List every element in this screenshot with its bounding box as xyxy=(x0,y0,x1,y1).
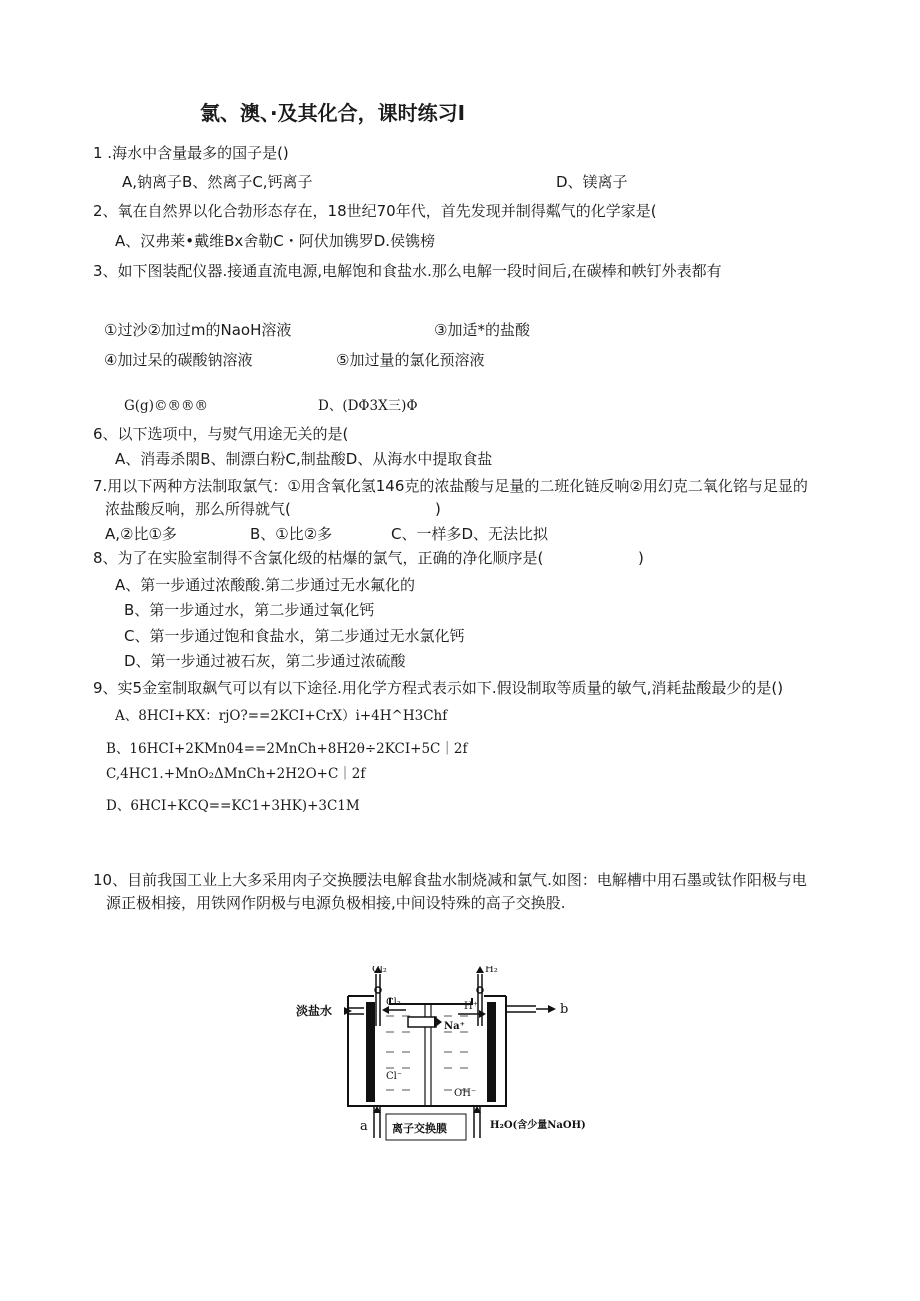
question-1-option-d: D、镁离子 xyxy=(556,173,628,191)
question-7-option-b: B、①比②多 xyxy=(250,525,333,543)
question-2-stem: 2、氧在自然界以化合勃形态存在，18世纪70年代，首先发现并制得粼气的化学家是( xyxy=(93,202,657,220)
question-1-stem: 1 .海水中含量最多的国子是() xyxy=(93,144,289,162)
question-1-options-abc: A,钠离子B、然离子C,钙离子 xyxy=(122,173,313,191)
question-2-options: A、汉弗莱•戴维Bx舍勒C・阿伏加镌罗D.侯镌榜 xyxy=(115,232,436,250)
h2o-label: H₂O(含少量NaOH) xyxy=(490,1120,586,1131)
question-4-item-3: ③加适*的盐酸 xyxy=(434,321,530,339)
anode-electrode xyxy=(366,1002,375,1102)
question-5-option-d: D、(DΦ3X三)Φ xyxy=(318,398,418,414)
cl-minus-label: Cl⁻ xyxy=(386,1071,403,1082)
question-9-option-d: D、6HCI+KCQ==KC1+3HK)+3C1M xyxy=(106,798,360,814)
membrane-label: 离子交换膜 xyxy=(392,1122,447,1135)
question-8-stem: 8、为了在实脸室制得不含氯化级的枯爆的氯气，正确的净化顺序是( xyxy=(93,549,544,567)
oh-minus-label: OH⁻ xyxy=(454,1088,477,1099)
question-7-stem-line-1: 7.用以下两种方法制取氯气：①用含氧化氢146克的浓盐酸与足量的二班化链反响②用幻克二氧化铭与足显的 xyxy=(93,477,808,495)
na-plus-label: Na⁺ xyxy=(444,1021,465,1032)
question-7-option-a: A,②比①多 xyxy=(105,525,177,543)
question-3-stem: 3、如下图装配仪器.接通直流电源,电解饱和食盐水.那么电解一段时间后,在碳棒和帙钉外表都有 xyxy=(93,262,722,280)
question-7-stem-line-2: 浓盐酸反响，那么所得就气( xyxy=(105,500,291,518)
question-10-stem-line-1: 10、目前我国工业上大多采用肉子交换腰法电解食盐水制烧减和氯气.如图：电解槽中用石墨或钛作阳极与电 xyxy=(93,871,807,889)
question-10-stem-line-2: 源正极相接，用铁网作阴极与电源负极相接,中间设特殊的高子交换股. xyxy=(106,894,566,912)
na-plus-arrow-icon xyxy=(408,1017,436,1027)
outlet-b-arrow-icon xyxy=(548,1005,556,1013)
inlet-a-label: a xyxy=(360,1119,368,1134)
cl2-inner-label: Cl₂ xyxy=(386,997,401,1008)
cathode-electrode xyxy=(487,1002,496,1102)
page-title: 氯、澳、·及其化合，课时练习I xyxy=(200,101,466,125)
question-7-options-cd: C、一样多D、无法比拟 xyxy=(391,525,549,543)
cl2-top-label: Cl₂ xyxy=(372,966,387,975)
tank-lid-middle xyxy=(390,998,472,1004)
question-4-items-1-2: ①过沙②加过m的NaoH溶液 xyxy=(104,321,292,339)
question-8-option-b: B、第一步通过水，第二步通过氧化钙 xyxy=(124,601,375,619)
question-9-option-a: A、8HCI+KX：rjO?==2KCI+CrX）i+4H^H3Chf xyxy=(115,708,448,724)
question-8-option-a: A、第一步通过浓酸酸.第二步通过无水氟化的 xyxy=(115,576,416,594)
question-9-option-c: C,4HC1.+MnO₂ΔMnCh+2H2O+C｜2f xyxy=(106,766,366,782)
inlet-label: 淡盐水 xyxy=(296,1004,333,1018)
question-6-stem: 6、以下选项中，与熨气用途无关的是( xyxy=(93,425,349,443)
question-8-stem-paren: ) xyxy=(638,549,644,567)
electrolysis-cell-diagram xyxy=(294,966,624,1146)
question-9-stem: 9、实5金室制取飙气可以有以下途径.用化学方程式表示如下.假设制取等质量的敏气,消耗盐酸最少的是() xyxy=(93,679,784,697)
outlet-b-label: b xyxy=(560,1002,569,1017)
h2-top-label: H₂ xyxy=(485,966,498,975)
question-4-item-5: ⑤加过量的氯化预溶液 xyxy=(336,351,485,369)
question-6-options: A、消毒杀閖B、制漂白粉C,制盐酸D、从海水中提取食盐 xyxy=(115,450,493,468)
question-8-option-c: C、第一步通过饱和食盐水，第二步通过无水氯化钙 xyxy=(124,627,465,645)
h2-up-arrow-icon xyxy=(476,966,484,973)
question-4-item-4: ④加过呆的碳酸钠溶液 xyxy=(104,351,253,369)
question-9-option-b: B、16HCI+2KMn04==2MnCh+8H2θ÷2KCI+5C｜2f xyxy=(106,741,468,757)
question-7-stem-paren: ) xyxy=(435,500,441,518)
h-plus-label: H⁺ xyxy=(464,1001,478,1012)
question-5-option-g: G(g)©®®® xyxy=(124,398,208,414)
question-8-option-d: D、第一步通过被石灰，第二步通过浓硫酸 xyxy=(124,652,406,670)
